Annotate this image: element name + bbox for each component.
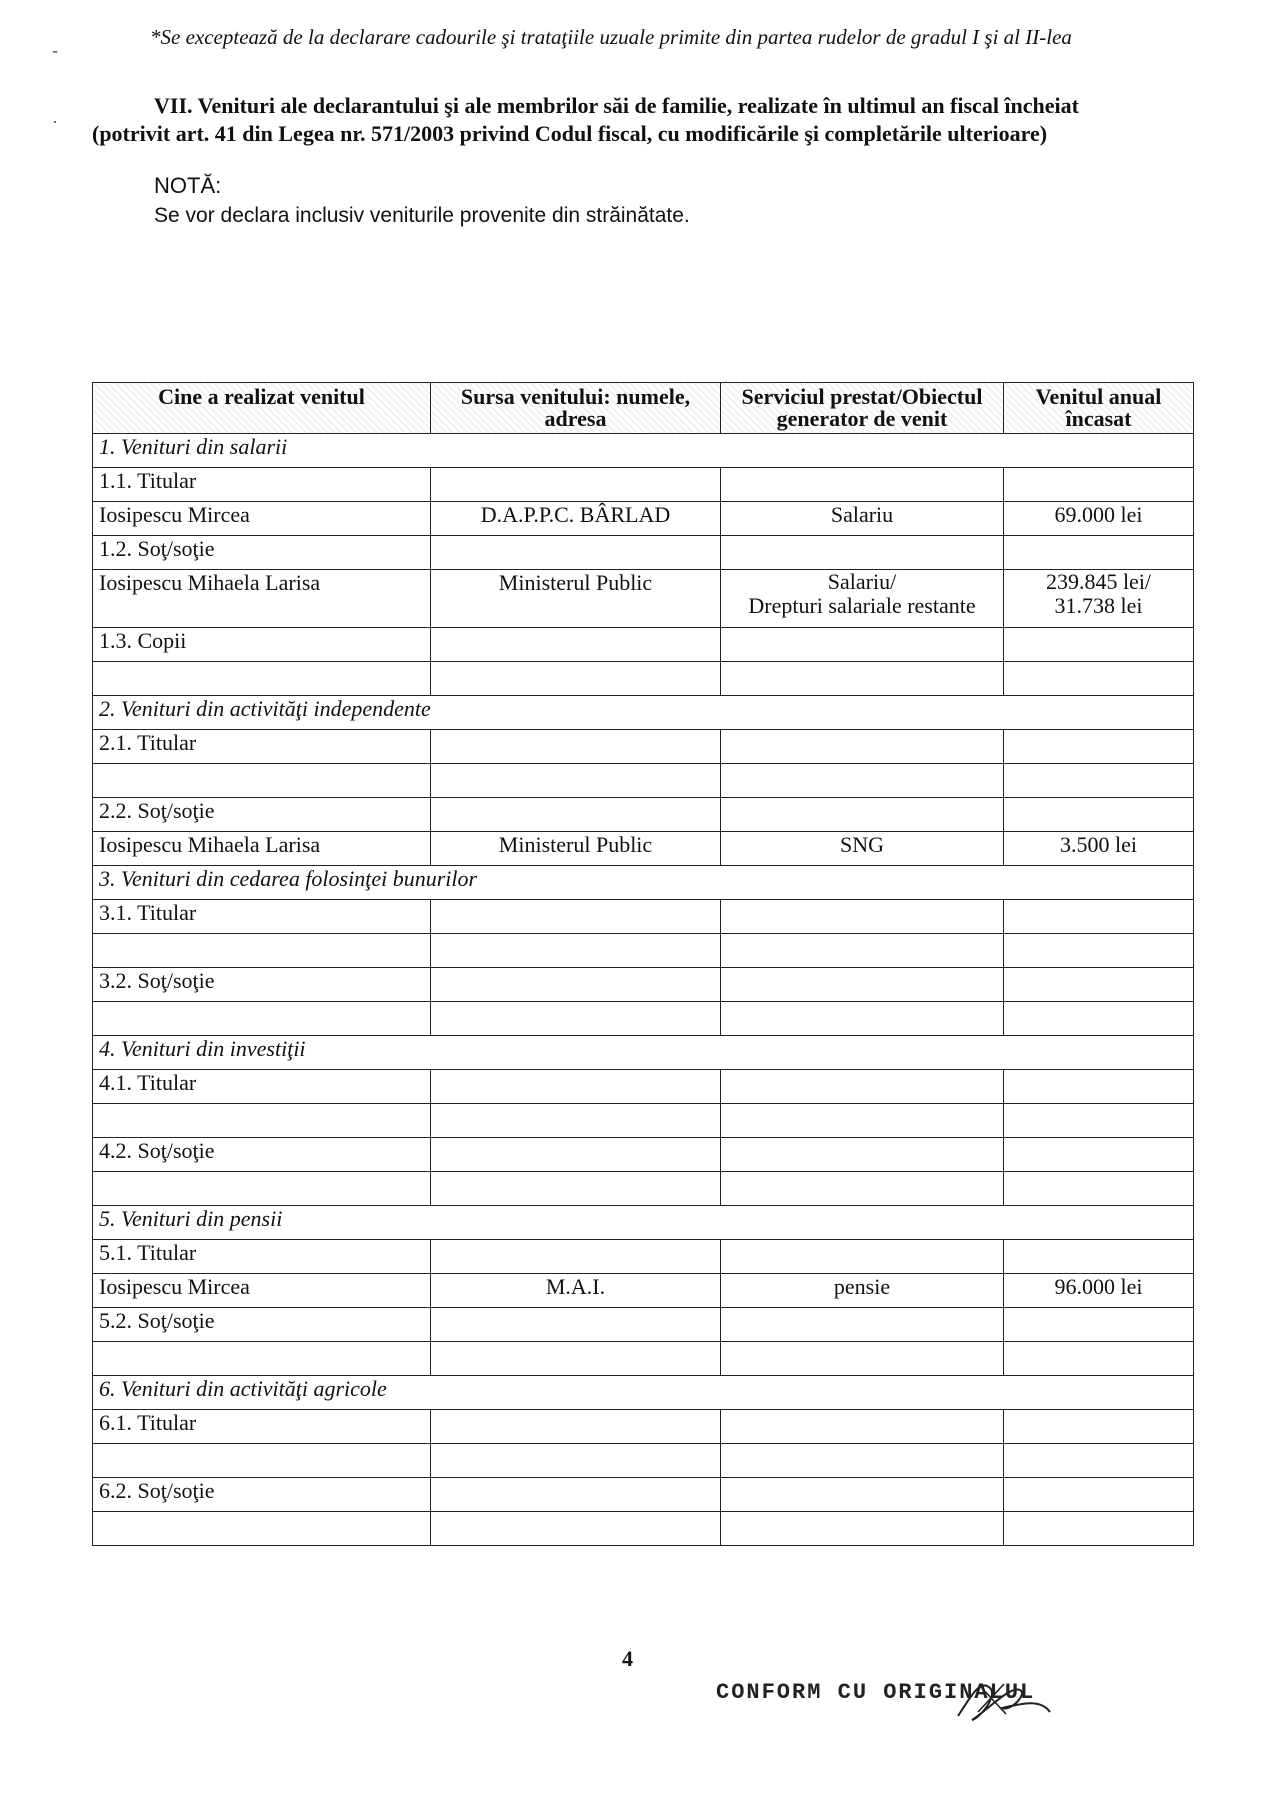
nota-text: Se vor declara inclusiv veniturile provenite din străinătate.	[154, 204, 690, 227]
cell-amount	[1004, 1512, 1194, 1546]
cell-who	[93, 1002, 431, 1036]
cell-who	[93, 764, 431, 798]
cell-source	[431, 1172, 721, 1206]
cell-service	[721, 968, 1004, 1002]
section-row	[93, 1036, 1194, 1070]
cell-service	[721, 1138, 1004, 1172]
cell-service	[721, 1308, 1004, 1342]
cell-service	[721, 1410, 1004, 1444]
section-label: 3. Venituri din cedarea folosinţei bunurilor	[93, 866, 1194, 900]
cell-service: SNG	[721, 832, 1004, 866]
cell-service	[721, 570, 1004, 628]
cell-source	[431, 1138, 721, 1172]
table-row	[93, 536, 1194, 570]
section-label: 6. Venituri din activităţi agricole	[93, 1376, 1194, 1410]
cell-amount-line: 239.845 lei/	[1045, 569, 1152, 594]
cell-amount	[1004, 1070, 1194, 1104]
cell-service	[721, 900, 1004, 934]
cell-amount	[1004, 730, 1194, 764]
cell-source	[431, 798, 721, 832]
cell-source: Ministerul Public	[431, 832, 721, 866]
income-table	[92, 382, 1194, 1546]
cell-service	[721, 1444, 1004, 1478]
footnote: *Se exceptează de la declarare cadourile şi trataţiile uzuale primite din partea rudelor de gradul I şi al II-lea	[150, 25, 1072, 49]
cell-service	[721, 730, 1004, 764]
cell-amount	[1004, 1308, 1194, 1342]
cell-who: 6.1. Titular	[93, 1410, 431, 1444]
cell-source	[431, 934, 721, 968]
cell-service	[721, 662, 1004, 696]
table-row	[93, 1512, 1194, 1546]
cell-who: 1.3. Copii	[93, 628, 431, 662]
cell-service	[721, 1478, 1004, 1512]
cell-service	[721, 536, 1004, 570]
cell-who: 3.1. Titular	[93, 900, 431, 934]
heading-line-1: VII. Venituri ale declarantului şi ale membrilor săi de familie, realizate în ultimul an fiscal încheiat	[154, 93, 1079, 118]
table-row	[93, 934, 1194, 968]
cell-who	[93, 1512, 431, 1546]
cell-service	[721, 1342, 1004, 1376]
cell-source	[431, 1070, 721, 1104]
cell-who	[93, 662, 431, 696]
cell-who: 5.2. Soţ/soţie	[93, 1308, 431, 1342]
cell-source	[431, 1002, 721, 1036]
cell-who: 5.1. Titular	[93, 1240, 431, 1274]
cell-source	[431, 468, 721, 502]
cell-source	[431, 1512, 721, 1546]
cell-who: 4.2. Soţ/soţie	[93, 1138, 431, 1172]
header-source: Sursa venitului: numele, adresa	[431, 383, 721, 434]
cell-amount	[1004, 798, 1194, 832]
section-row	[93, 434, 1194, 468]
cell-source	[431, 628, 721, 662]
table-row	[93, 1342, 1194, 1376]
cell-source: M.A.I.	[431, 1274, 721, 1308]
section-row	[93, 696, 1194, 730]
cell-source	[431, 1444, 721, 1478]
cell-who	[93, 934, 431, 968]
table-row	[93, 1070, 1194, 1104]
cell-service	[721, 1172, 1004, 1206]
cell-who: 4.1. Titular	[93, 1070, 431, 1104]
table-row	[93, 1002, 1194, 1036]
cell-amount	[1004, 1138, 1194, 1172]
cell-service: pensie	[721, 1274, 1004, 1308]
cell-who: 2.1. Titular	[93, 730, 431, 764]
signature	[950, 1668, 1060, 1728]
cell-source	[431, 536, 721, 570]
cell-amount	[1004, 1172, 1194, 1206]
page-number: 4	[622, 1646, 633, 1671]
table-row	[93, 628, 1194, 662]
cell-amount	[1004, 764, 1194, 798]
section-row	[93, 1206, 1194, 1240]
cell-amount	[1004, 1342, 1194, 1376]
section-label: 1. Venituri din salarii	[93, 434, 1194, 468]
section-label: 5. Venituri din pensii	[93, 1206, 1194, 1240]
table-row	[93, 1478, 1194, 1512]
section-heading	[92, 92, 1202, 148]
table-row	[93, 1172, 1194, 1206]
cell-amount	[1004, 468, 1194, 502]
cell-service	[721, 1240, 1004, 1274]
cell-source	[431, 1342, 721, 1376]
cell-source	[431, 968, 721, 1002]
cell-who: 2.2. Soţ/soţie	[93, 798, 431, 832]
table-row	[93, 900, 1194, 934]
table-row	[93, 570, 1194, 628]
cell-amount: 3.500 lei	[1004, 832, 1194, 866]
cell-service: Salariu	[721, 502, 1004, 536]
table-row	[93, 1444, 1194, 1478]
cell-amount	[1004, 1104, 1194, 1138]
cell-who: 6.2. Soţ/soţie	[93, 1478, 431, 1512]
cell-service	[721, 764, 1004, 798]
cell-amount	[1004, 662, 1194, 696]
conformity-stamp: CONFORM CU ORIGINALUL	[716, 1680, 1036, 1705]
cell-source	[431, 1240, 721, 1274]
cell-amount	[1004, 1002, 1194, 1036]
cell-who: Iosipescu Mircea	[93, 502, 431, 536]
table-row	[93, 502, 1194, 536]
table-row	[93, 764, 1194, 798]
cell-service-line: Salariu/	[827, 569, 897, 594]
table-row	[93, 1104, 1194, 1138]
cell-source	[431, 1478, 721, 1512]
cell-amount	[1004, 570, 1194, 628]
section-row	[93, 866, 1194, 900]
table-row	[93, 1138, 1194, 1172]
cell-amount	[1004, 1240, 1194, 1274]
cell-amount	[1004, 1478, 1194, 1512]
cell-amount-line: 31.738 lei	[1054, 593, 1143, 618]
cell-service	[721, 1512, 1004, 1546]
cell-amount	[1004, 536, 1194, 570]
cell-who	[93, 1172, 431, 1206]
table-row	[93, 798, 1194, 832]
header-amount: Venitul anual încasat	[1004, 383, 1194, 434]
table-row	[93, 662, 1194, 696]
cell-who	[93, 1342, 431, 1376]
cell-amount	[1004, 628, 1194, 662]
margin-mark: -	[52, 40, 58, 60]
cell-source	[431, 764, 721, 798]
cell-who	[93, 1444, 431, 1478]
table-row	[93, 1274, 1194, 1308]
header-service: Serviciul prestat/Obiectul generator de venit	[721, 383, 1004, 434]
table-row	[93, 730, 1194, 764]
table-row	[93, 1308, 1194, 1342]
table-row	[93, 968, 1194, 1002]
section-label: 4. Venituri din investiţii	[93, 1036, 1194, 1070]
table-row	[93, 1410, 1194, 1444]
cell-who: Iosipescu Mihaela Larisa	[93, 570, 431, 628]
cell-source	[431, 1308, 721, 1342]
header-who: Cine a realizat venitul	[93, 383, 431, 434]
cell-who: 1.1. Titular	[93, 468, 431, 502]
cell-service	[721, 468, 1004, 502]
cell-source	[431, 900, 721, 934]
cell-service	[721, 628, 1004, 662]
cell-amount	[1004, 900, 1194, 934]
heading-line-2: (potrivit art. 41 din Legea nr. 571/2003 privind Codul fiscal, cu modificările şi completările ulterioare)	[92, 121, 1048, 146]
table-row	[93, 1240, 1194, 1274]
cell-amount: 69.000 lei	[1004, 502, 1194, 536]
cell-service	[721, 1070, 1004, 1104]
cell-who: 3.2. Soţ/soţie	[93, 968, 431, 1002]
cell-source	[431, 1410, 721, 1444]
cell-who: Iosipescu Mihaela Larisa	[93, 832, 431, 866]
section-label: 2. Venituri din activităţi independente	[93, 696, 1194, 730]
cell-source: D.A.P.P.C. BÂRLAD	[431, 502, 721, 536]
cell-who: Iosipescu Mircea	[93, 1274, 431, 1308]
table-header-row	[93, 383, 1194, 434]
cell-who	[93, 1104, 431, 1138]
cell-service	[721, 1002, 1004, 1036]
cell-service-line: Drepturi salariale restante	[748, 593, 976, 618]
cell-source: Ministerul Public	[431, 570, 721, 628]
cell-service	[721, 1104, 1004, 1138]
cell-amount: 96.000 lei	[1004, 1274, 1194, 1308]
cell-amount	[1004, 1444, 1194, 1478]
section-row	[93, 1376, 1194, 1410]
cell-source	[431, 730, 721, 764]
table-row	[93, 468, 1194, 502]
nota-label: NOTĂ:	[154, 173, 222, 198]
cell-amount	[1004, 1410, 1194, 1444]
cell-who: 1.2. Soţ/soţie	[93, 536, 431, 570]
cell-service	[721, 934, 1004, 968]
margin-mark: ·	[52, 112, 58, 132]
cell-amount	[1004, 934, 1194, 968]
cell-source	[431, 662, 721, 696]
table-row	[93, 832, 1194, 866]
cell-source	[431, 1104, 721, 1138]
cell-amount	[1004, 968, 1194, 1002]
cell-service	[721, 798, 1004, 832]
